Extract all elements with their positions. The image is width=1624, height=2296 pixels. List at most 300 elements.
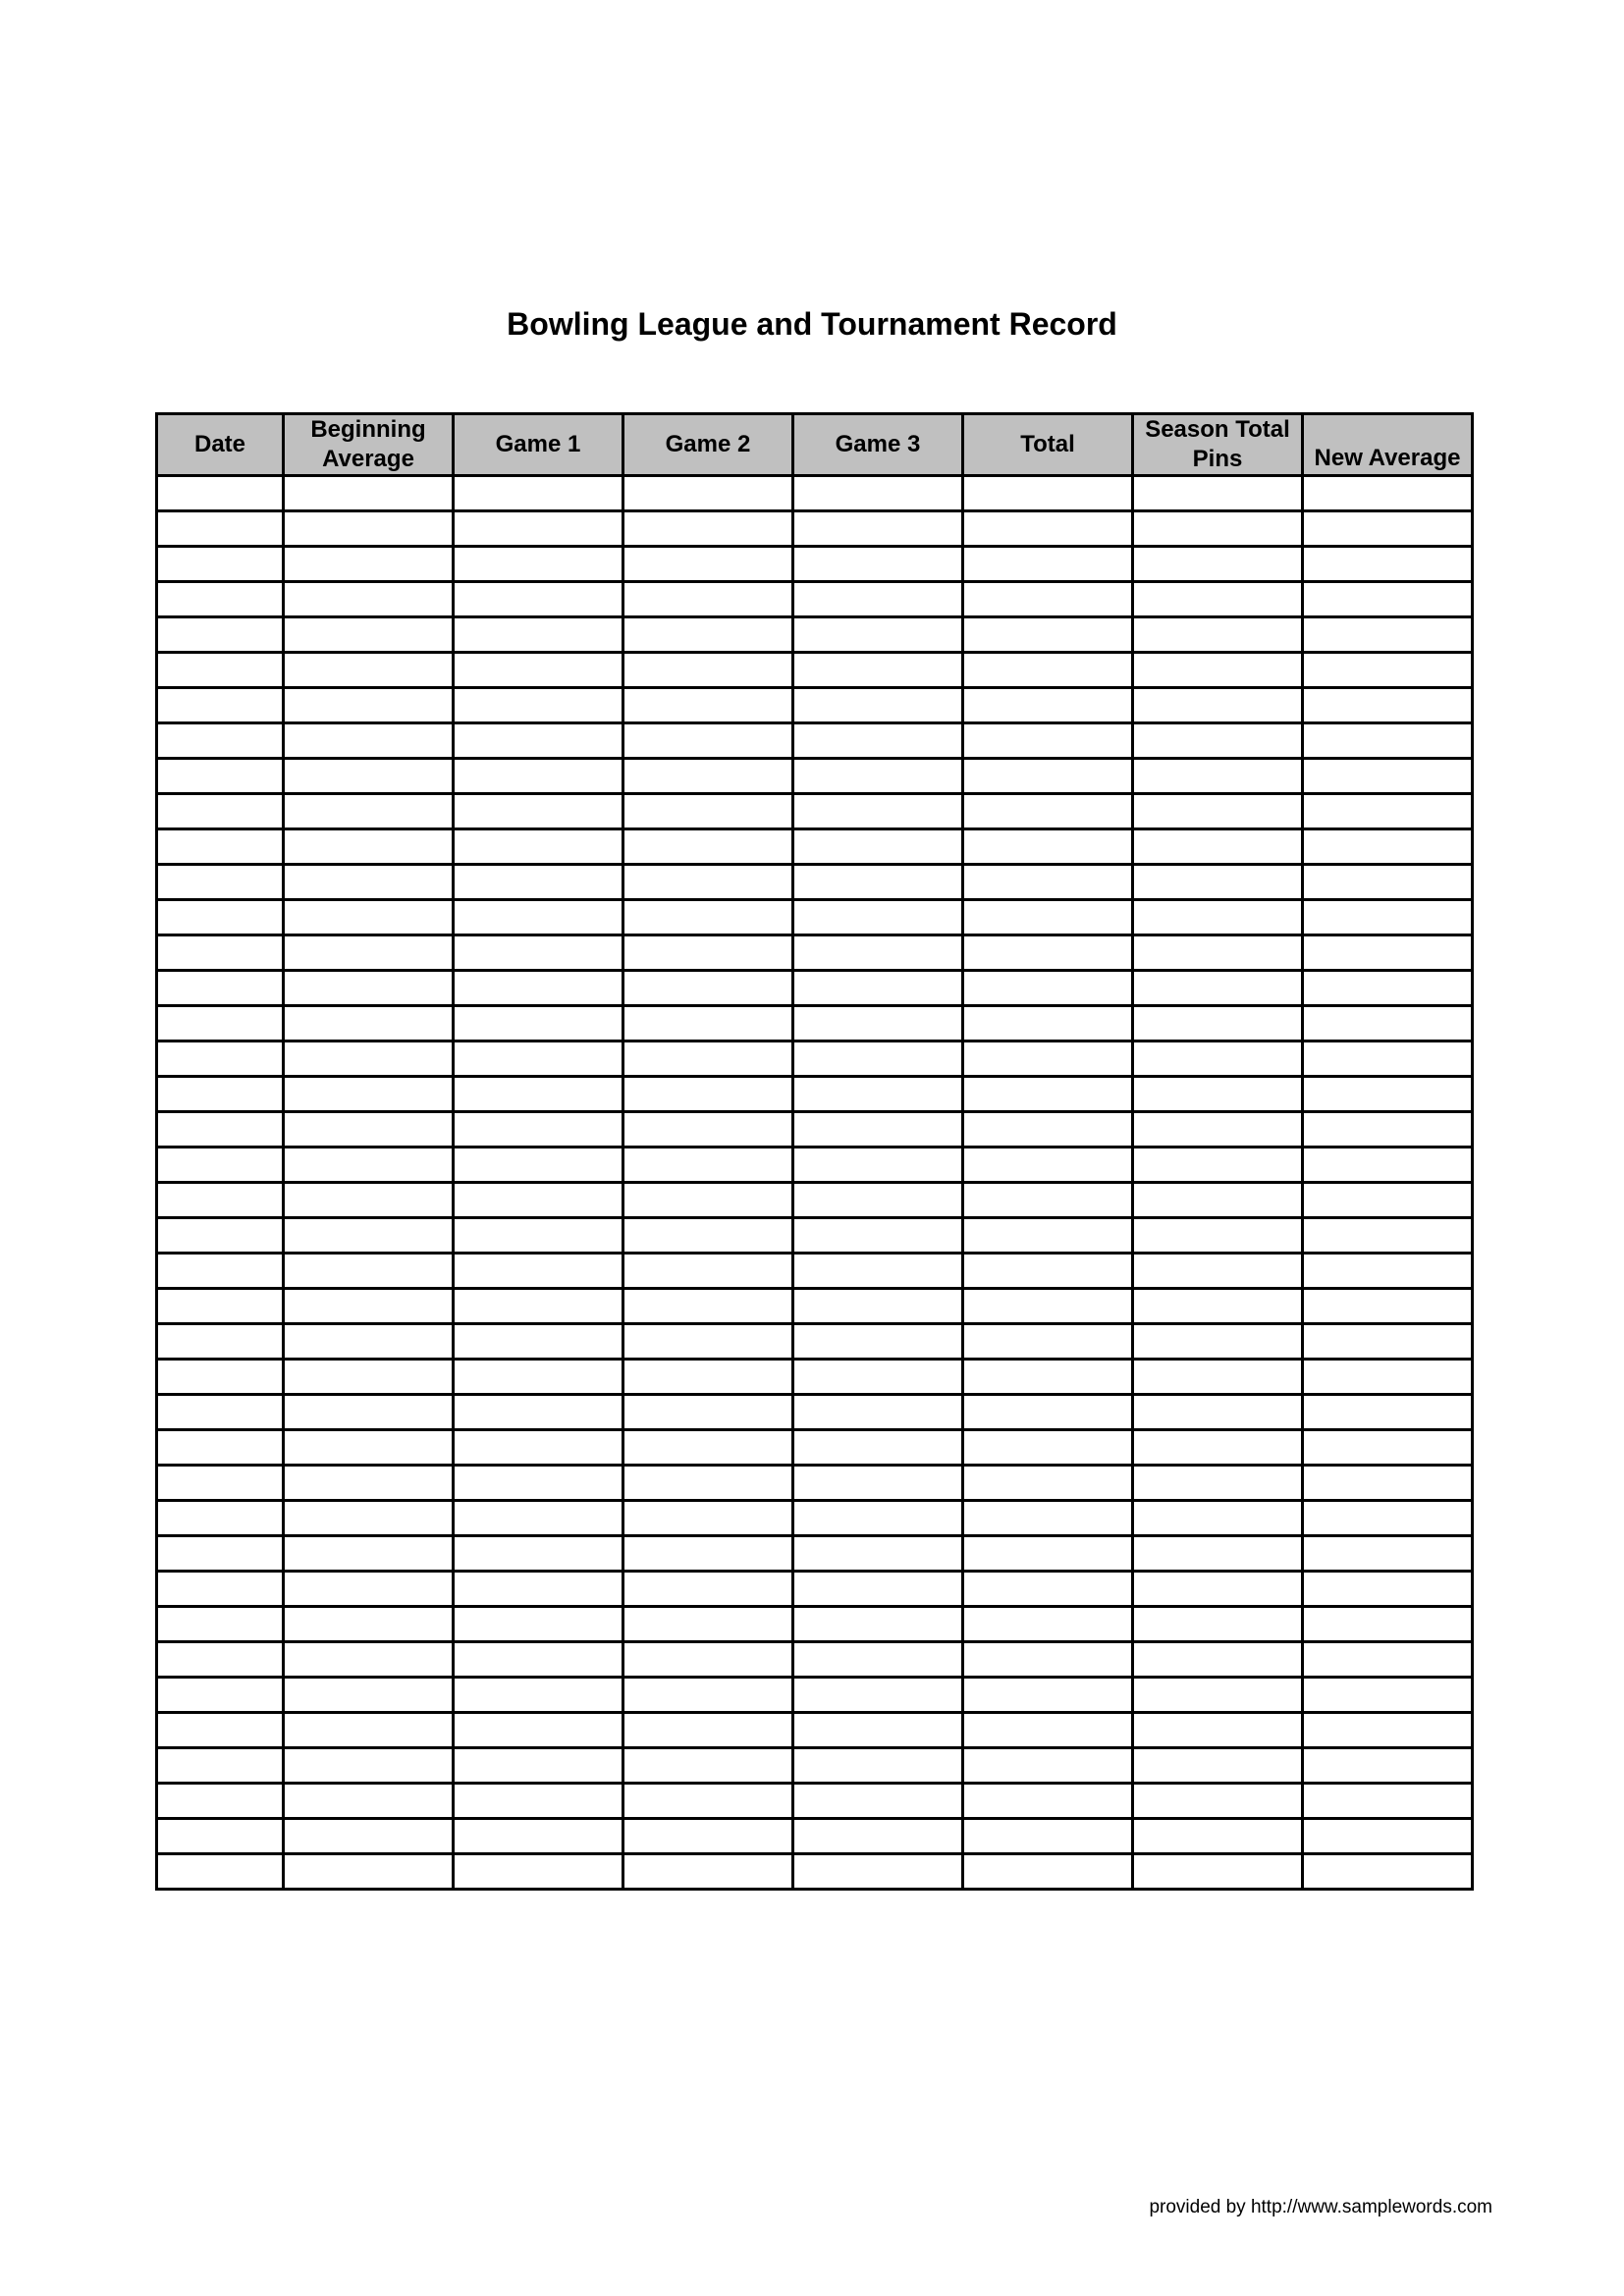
table-cell[interactable] <box>1303 617 1473 653</box>
table-cell[interactable] <box>623 1748 793 1784</box>
table-cell[interactable] <box>623 1536 793 1572</box>
table-cell[interactable] <box>793 1784 963 1819</box>
table-cell[interactable] <box>284 617 454 653</box>
table-cell[interactable] <box>1303 723 1473 759</box>
table-cell[interactable] <box>1133 582 1303 617</box>
table-cell[interactable] <box>284 865 454 900</box>
table-cell[interactable] <box>1303 1324 1473 1360</box>
table-cell[interactable] <box>623 1289 793 1324</box>
table-cell[interactable] <box>157 1572 284 1607</box>
table-cell[interactable] <box>963 1748 1133 1784</box>
table-cell[interactable] <box>793 865 963 900</box>
table-cell[interactable] <box>284 476 454 511</box>
table-cell[interactable] <box>963 511 1133 547</box>
table-cell[interactable] <box>157 723 284 759</box>
table-cell[interactable] <box>1133 1183 1303 1218</box>
table-cell[interactable] <box>284 1607 454 1642</box>
table-cell[interactable] <box>963 582 1133 617</box>
table-cell[interactable] <box>623 688 793 723</box>
table-cell[interactable] <box>793 900 963 935</box>
table-cell[interactable] <box>963 723 1133 759</box>
table-cell[interactable] <box>157 829 284 865</box>
table-cell[interactable] <box>1133 1748 1303 1784</box>
table-cell[interactable] <box>284 1536 454 1572</box>
table-cell[interactable] <box>793 829 963 865</box>
table-cell[interactable] <box>157 582 284 617</box>
table-cell[interactable] <box>963 1642 1133 1678</box>
table-cell[interactable] <box>793 1112 963 1148</box>
table-cell[interactable] <box>1303 1642 1473 1678</box>
table-cell[interactable] <box>1133 1572 1303 1607</box>
table-cell[interactable] <box>963 759 1133 794</box>
table-cell[interactable] <box>1303 1254 1473 1289</box>
table-cell[interactable] <box>963 547 1133 582</box>
table-cell[interactable] <box>623 900 793 935</box>
table-cell[interactable] <box>454 1466 623 1501</box>
table-cell[interactable] <box>454 1112 623 1148</box>
table-cell[interactable] <box>454 900 623 935</box>
table-cell[interactable] <box>284 1466 454 1501</box>
table-cell[interactable] <box>623 1324 793 1360</box>
table-cell[interactable] <box>1303 829 1473 865</box>
table-cell[interactable] <box>284 688 454 723</box>
table-cell[interactable] <box>284 759 454 794</box>
table-cell[interactable] <box>623 1006 793 1041</box>
table-cell[interactable] <box>623 1254 793 1289</box>
table-cell[interactable] <box>454 971 623 1006</box>
table-cell[interactable] <box>1303 1784 1473 1819</box>
table-cell[interactable] <box>623 1112 793 1148</box>
table-cell[interactable] <box>963 1041 1133 1077</box>
table-cell[interactable] <box>1133 1501 1303 1536</box>
table-cell[interactable] <box>963 1395 1133 1430</box>
table-cell[interactable] <box>284 1501 454 1536</box>
table-cell[interactable] <box>623 1395 793 1430</box>
table-cell[interactable] <box>1303 1572 1473 1607</box>
table-cell[interactable] <box>1303 935 1473 971</box>
table-cell[interactable] <box>1303 794 1473 829</box>
table-cell[interactable] <box>1133 653 1303 688</box>
table-cell[interactable] <box>623 1713 793 1748</box>
table-cell[interactable] <box>623 1572 793 1607</box>
table-cell[interactable] <box>963 1148 1133 1183</box>
table-cell[interactable] <box>793 688 963 723</box>
table-cell[interactable] <box>284 1572 454 1607</box>
table-cell[interactable] <box>1133 723 1303 759</box>
table-cell[interactable] <box>1303 1430 1473 1466</box>
table-cell[interactable] <box>157 1536 284 1572</box>
table-cell[interactable] <box>963 1324 1133 1360</box>
table-cell[interactable] <box>1303 582 1473 617</box>
table-cell[interactable] <box>284 582 454 617</box>
table-cell[interactable] <box>793 1819 963 1854</box>
table-cell[interactable] <box>623 1854 793 1890</box>
table-cell[interactable] <box>963 688 1133 723</box>
table-cell[interactable] <box>454 1572 623 1607</box>
table-cell[interactable] <box>963 1819 1133 1854</box>
table-cell[interactable] <box>284 971 454 1006</box>
table-cell[interactable] <box>1133 1784 1303 1819</box>
table-cell[interactable] <box>1133 1254 1303 1289</box>
table-cell[interactable] <box>1303 900 1473 935</box>
table-cell[interactable] <box>963 1572 1133 1607</box>
table-cell[interactable] <box>284 794 454 829</box>
table-cell[interactable] <box>963 1466 1133 1501</box>
table-cell[interactable] <box>623 1218 793 1254</box>
table-cell[interactable] <box>454 1784 623 1819</box>
table-cell[interactable] <box>963 1289 1133 1324</box>
table-cell[interactable] <box>1303 1854 1473 1890</box>
table-cell[interactable] <box>454 1395 623 1430</box>
table-cell[interactable] <box>793 582 963 617</box>
table-cell[interactable] <box>963 1536 1133 1572</box>
table-cell[interactable] <box>454 1360 623 1395</box>
table-cell[interactable] <box>963 829 1133 865</box>
table-cell[interactable] <box>1133 1819 1303 1854</box>
table-cell[interactable] <box>157 1466 284 1501</box>
table-cell[interactable] <box>1303 1466 1473 1501</box>
table-cell[interactable] <box>157 476 284 511</box>
table-cell[interactable] <box>157 1077 284 1112</box>
table-cell[interactable] <box>793 1148 963 1183</box>
table-cell[interactable] <box>454 1148 623 1183</box>
table-cell[interactable] <box>793 1430 963 1466</box>
table-cell[interactable] <box>1303 1148 1473 1183</box>
table-cell[interactable] <box>157 1784 284 1819</box>
table-cell[interactable] <box>284 1041 454 1077</box>
table-cell[interactable] <box>1133 865 1303 900</box>
table-cell[interactable] <box>623 829 793 865</box>
table-cell[interactable] <box>623 1642 793 1678</box>
table-cell[interactable] <box>793 971 963 1006</box>
table-cell[interactable] <box>454 794 623 829</box>
table-cell[interactable] <box>623 653 793 688</box>
table-cell[interactable] <box>284 1218 454 1254</box>
table-cell[interactable] <box>1133 1466 1303 1501</box>
table-cell[interactable] <box>157 1501 284 1536</box>
table-cell[interactable] <box>454 653 623 688</box>
table-cell[interactable] <box>157 1112 284 1148</box>
table-cell[interactable] <box>623 1360 793 1395</box>
table-cell[interactable] <box>1133 829 1303 865</box>
table-cell[interactable] <box>454 511 623 547</box>
table-cell[interactable] <box>1133 759 1303 794</box>
table-cell[interactable] <box>1303 759 1473 794</box>
table-cell[interactable] <box>454 1077 623 1112</box>
table-cell[interactable] <box>157 1218 284 1254</box>
table-cell[interactable] <box>793 1006 963 1041</box>
table-cell[interactable] <box>157 1324 284 1360</box>
table-cell[interactable] <box>284 1430 454 1466</box>
table-cell[interactable] <box>157 547 284 582</box>
table-cell[interactable] <box>963 900 1133 935</box>
table-cell[interactable] <box>623 511 793 547</box>
table-cell[interactable] <box>1133 1854 1303 1890</box>
table-cell[interactable] <box>1133 1713 1303 1748</box>
table-cell[interactable] <box>793 1607 963 1642</box>
table-cell[interactable] <box>157 1254 284 1289</box>
table-cell[interactable] <box>793 1077 963 1112</box>
table-cell[interactable] <box>284 653 454 688</box>
table-cell[interactable] <box>793 1713 963 1748</box>
table-cell[interactable] <box>454 829 623 865</box>
table-cell[interactable] <box>157 1854 284 1890</box>
table-cell[interactable] <box>1303 1748 1473 1784</box>
table-cell[interactable] <box>793 1041 963 1077</box>
table-cell[interactable] <box>454 1536 623 1572</box>
table-cell[interactable] <box>157 1713 284 1748</box>
table-cell[interactable] <box>1303 1607 1473 1642</box>
table-cell[interactable] <box>1303 688 1473 723</box>
table-cell[interactable] <box>963 1430 1133 1466</box>
table-cell[interactable] <box>454 1819 623 1854</box>
table-cell[interactable] <box>1303 1536 1473 1572</box>
table-cell[interactable] <box>1133 1536 1303 1572</box>
table-cell[interactable] <box>793 1466 963 1501</box>
table-cell[interactable] <box>1303 511 1473 547</box>
table-cell[interactable] <box>793 1183 963 1218</box>
table-cell[interactable] <box>157 511 284 547</box>
table-cell[interactable] <box>284 547 454 582</box>
table-cell[interactable] <box>1303 1819 1473 1854</box>
table-cell[interactable] <box>157 1430 284 1466</box>
table-cell[interactable] <box>284 1254 454 1289</box>
table-cell[interactable] <box>1303 653 1473 688</box>
table-cell[interactable] <box>1133 547 1303 582</box>
table-cell[interactable] <box>793 1536 963 1572</box>
table-cell[interactable] <box>1133 1041 1303 1077</box>
table-cell[interactable] <box>793 476 963 511</box>
table-cell[interactable] <box>793 1748 963 1784</box>
table-cell[interactable] <box>157 900 284 935</box>
table-cell[interactable] <box>623 1678 793 1713</box>
table-cell[interactable] <box>1133 1360 1303 1395</box>
table-cell[interactable] <box>1133 900 1303 935</box>
table-cell[interactable] <box>1303 1006 1473 1041</box>
table-cell[interactable] <box>1133 1395 1303 1430</box>
table-cell[interactable] <box>284 1360 454 1395</box>
table-cell[interactable] <box>963 653 1133 688</box>
table-cell[interactable] <box>793 1501 963 1536</box>
table-cell[interactable] <box>793 1218 963 1254</box>
table-cell[interactable] <box>157 935 284 971</box>
table-cell[interactable] <box>454 723 623 759</box>
table-cell[interactable] <box>623 935 793 971</box>
table-cell[interactable] <box>284 1784 454 1819</box>
table-cell[interactable] <box>793 617 963 653</box>
table-cell[interactable] <box>793 547 963 582</box>
table-cell[interactable] <box>284 1077 454 1112</box>
table-cell[interactable] <box>454 582 623 617</box>
table-cell[interactable] <box>454 1748 623 1784</box>
table-cell[interactable] <box>284 1289 454 1324</box>
table-cell[interactable] <box>793 759 963 794</box>
table-cell[interactable] <box>963 1607 1133 1642</box>
table-cell[interactable] <box>454 759 623 794</box>
table-cell[interactable] <box>623 617 793 653</box>
table-cell[interactable] <box>1133 476 1303 511</box>
table-cell[interactable] <box>284 1642 454 1678</box>
table-cell[interactable] <box>1303 1077 1473 1112</box>
table-cell[interactable] <box>454 1218 623 1254</box>
table-cell[interactable] <box>793 1324 963 1360</box>
table-cell[interactable] <box>1133 935 1303 971</box>
table-cell[interactable] <box>1303 865 1473 900</box>
table-cell[interactable] <box>623 1501 793 1536</box>
table-cell[interactable] <box>623 723 793 759</box>
table-cell[interactable] <box>284 511 454 547</box>
table-cell[interactable] <box>157 617 284 653</box>
table-cell[interactable] <box>793 1678 963 1713</box>
table-cell[interactable] <box>454 1289 623 1324</box>
table-cell[interactable] <box>963 1254 1133 1289</box>
table-cell[interactable] <box>963 1218 1133 1254</box>
table-cell[interactable] <box>623 1041 793 1077</box>
table-cell[interactable] <box>1133 1678 1303 1713</box>
table-cell[interactable] <box>1133 1642 1303 1678</box>
table-cell[interactable] <box>157 1148 284 1183</box>
table-cell[interactable] <box>623 971 793 1006</box>
table-cell[interactable] <box>454 617 623 653</box>
table-cell[interactable] <box>454 1324 623 1360</box>
table-cell[interactable] <box>793 1254 963 1289</box>
table-cell[interactable] <box>454 1854 623 1890</box>
table-cell[interactable] <box>793 511 963 547</box>
table-cell[interactable] <box>157 1678 284 1713</box>
table-cell[interactable] <box>1133 971 1303 1006</box>
table-cell[interactable] <box>454 1006 623 1041</box>
table-cell[interactable] <box>157 794 284 829</box>
table-cell[interactable] <box>1133 511 1303 547</box>
table-cell[interactable] <box>157 1041 284 1077</box>
table-cell[interactable] <box>623 1077 793 1112</box>
table-cell[interactable] <box>1303 476 1473 511</box>
table-cell[interactable] <box>454 1607 623 1642</box>
table-cell[interactable] <box>793 653 963 688</box>
table-cell[interactable] <box>963 1678 1133 1713</box>
table-cell[interactable] <box>284 900 454 935</box>
table-cell[interactable] <box>157 1360 284 1395</box>
table-cell[interactable] <box>1133 1148 1303 1183</box>
table-cell[interactable] <box>1303 1395 1473 1430</box>
table-cell[interactable] <box>793 1642 963 1678</box>
table-cell[interactable] <box>623 1148 793 1183</box>
table-cell[interactable] <box>1133 617 1303 653</box>
table-cell[interactable] <box>454 1678 623 1713</box>
table-cell[interactable] <box>157 1748 284 1784</box>
table-cell[interactable] <box>963 1077 1133 1112</box>
table-cell[interactable] <box>793 794 963 829</box>
table-cell[interactable] <box>1303 1112 1473 1148</box>
table-cell[interactable] <box>1133 1289 1303 1324</box>
table-cell[interactable] <box>963 1183 1133 1218</box>
table-cell[interactable] <box>623 1183 793 1218</box>
table-cell[interactable] <box>963 971 1133 1006</box>
table-cell[interactable] <box>963 1360 1133 1395</box>
table-cell[interactable] <box>963 794 1133 829</box>
table-cell[interactable] <box>284 1112 454 1148</box>
table-cell[interactable] <box>623 1430 793 1466</box>
table-cell[interactable] <box>793 1289 963 1324</box>
table-cell[interactable] <box>157 1642 284 1678</box>
table-cell[interactable] <box>623 759 793 794</box>
table-cell[interactable] <box>284 1395 454 1430</box>
table-cell[interactable] <box>454 1430 623 1466</box>
table-cell[interactable] <box>793 1572 963 1607</box>
table-cell[interactable] <box>1133 1430 1303 1466</box>
table-cell[interactable] <box>963 1713 1133 1748</box>
table-cell[interactable] <box>454 865 623 900</box>
table-cell[interactable] <box>284 1148 454 1183</box>
table-cell[interactable] <box>1303 1218 1473 1254</box>
table-cell[interactable] <box>454 1642 623 1678</box>
table-cell[interactable] <box>454 1713 623 1748</box>
table-cell[interactable] <box>284 1006 454 1041</box>
table-cell[interactable] <box>1303 1289 1473 1324</box>
table-cell[interactable] <box>1133 1218 1303 1254</box>
table-cell[interactable] <box>623 1784 793 1819</box>
table-cell[interactable] <box>454 547 623 582</box>
table-cell[interactable] <box>454 1254 623 1289</box>
table-cell[interactable] <box>623 476 793 511</box>
table-cell[interactable] <box>1133 794 1303 829</box>
table-cell[interactable] <box>963 476 1133 511</box>
table-cell[interactable] <box>454 1183 623 1218</box>
table-cell[interactable] <box>454 1041 623 1077</box>
table-cell[interactable] <box>454 476 623 511</box>
table-cell[interactable] <box>1133 688 1303 723</box>
table-cell[interactable] <box>1303 1041 1473 1077</box>
table-cell[interactable] <box>284 1183 454 1218</box>
table-cell[interactable] <box>157 759 284 794</box>
table-cell[interactable] <box>623 865 793 900</box>
table-cell[interactable] <box>1133 1607 1303 1642</box>
table-cell[interactable] <box>284 1678 454 1713</box>
table-cell[interactable] <box>1303 971 1473 1006</box>
table-cell[interactable] <box>963 935 1133 971</box>
table-cell[interactable] <box>1303 1183 1473 1218</box>
table-cell[interactable] <box>1303 1360 1473 1395</box>
table-cell[interactable] <box>284 1324 454 1360</box>
table-cell[interactable] <box>454 1501 623 1536</box>
table-cell[interactable] <box>284 1854 454 1890</box>
table-cell[interactable] <box>157 865 284 900</box>
table-cell[interactable] <box>157 971 284 1006</box>
table-cell[interactable] <box>454 935 623 971</box>
table-cell[interactable] <box>793 1395 963 1430</box>
table-cell[interactable] <box>1133 1006 1303 1041</box>
table-cell[interactable] <box>1133 1077 1303 1112</box>
table-cell[interactable] <box>623 582 793 617</box>
table-cell[interactable] <box>963 1006 1133 1041</box>
table-cell[interactable] <box>963 1112 1133 1148</box>
table-cell[interactable] <box>284 1748 454 1784</box>
table-cell[interactable] <box>793 1854 963 1890</box>
table-cell[interactable] <box>793 723 963 759</box>
table-cell[interactable] <box>623 794 793 829</box>
table-cell[interactable] <box>157 1395 284 1430</box>
table-cell[interactable] <box>157 1819 284 1854</box>
table-cell[interactable] <box>284 829 454 865</box>
table-cell[interactable] <box>1133 1112 1303 1148</box>
table-cell[interactable] <box>157 1006 284 1041</box>
table-cell[interactable] <box>284 1713 454 1748</box>
table-cell[interactable] <box>963 865 1133 900</box>
table-cell[interactable] <box>157 653 284 688</box>
table-cell[interactable] <box>454 688 623 723</box>
table-cell[interactable] <box>793 935 963 971</box>
table-cell[interactable] <box>157 1183 284 1218</box>
